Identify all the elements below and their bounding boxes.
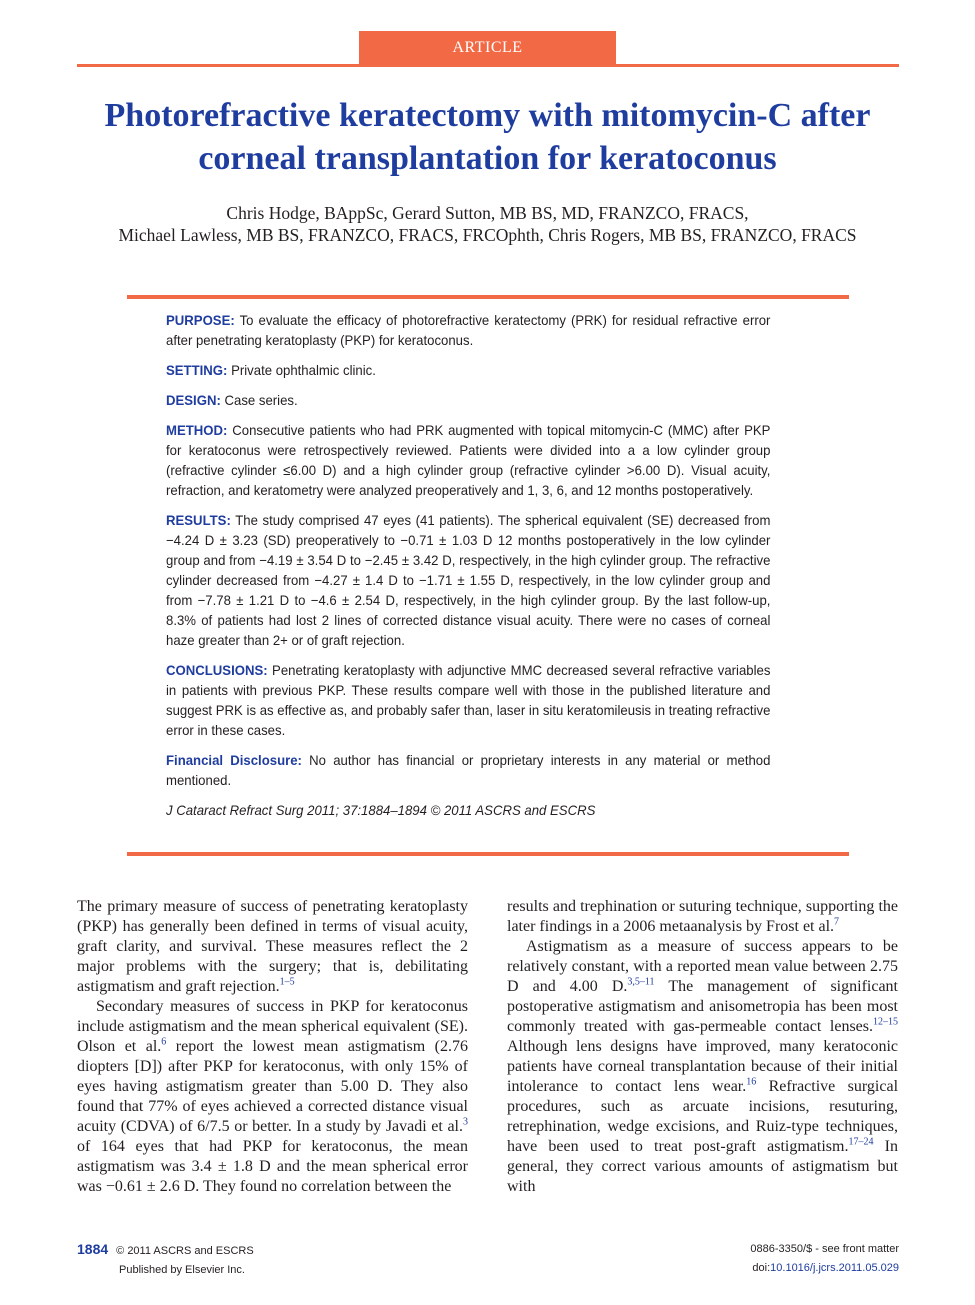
abstract-method [166,420,770,500]
body-text: In general, they correct various amounts of astigmatism but with [507,1138,898,1195]
footer-publisher: Published by Elsevier Inc. [119,1264,245,1276]
abstract-setting [166,360,770,380]
body-column-right [507,897,898,1197]
journal-citation: J Cataract Refract Surg 2011; 37:1884–1894 © 2011 ASCRS and ESCRS [166,802,596,818]
reference-link[interactable]: 7 [834,916,840,928]
purpose-text: To evaluate the efficacy of photorefractive keratectomy (PRK) for residual refractive error after penetrating keratoplasty (PKP) for keratoconus. [166,312,771,348]
reference-link[interactable]: 16 [746,1076,757,1088]
abstract-design [166,390,770,410]
body-paragraph [507,937,898,1197]
doi-link[interactable]: 10.1016/j.jcrs.2011.05.029 [770,1262,899,1274]
author-list [60,202,915,246]
footer-left [77,1240,254,1280]
results-text: The study comprised 47 eyes (41 patients). The spherical equivalent (SE) decreased from −4.24 D ± 3.23 (SD) preoperatively to −0.71 ± 1.03 D 12 months postoperatively in the low cylinder group and from −4.19 ± 3.54 D to −2.45 ± 3.42 D, respectively, in the high cylinder group. The refractive cylinder decreased from −4.27 ± 1.4 D to −1.71 ± 1.55 D, respectively, in the low cylinder group and from −7.78 ± 1.21 D to −4.6 ± 2.54 D, respectively, in the high cylinder group. By the last follow-up, 8.3% of patients had lost 2 lines of corrected distance visual acuity. There were no cases of corneal haze greater than 2+ or of graft rejection. [166,512,771,648]
reference-link[interactable]: 6 [161,1036,167,1048]
method-text: Consecutive patients who had PRK augmented with topical mitomycin-C (MMC) after PKP for keratoconus were retrospectively reviewed. Patients were divided into a a low cylinder group (refractive cylinder ≤6.00 D) and a high cylinder group (refractive cylinder >6.00 D). Visual acuity, refraction, and keratometry were analyzed preoperatively and 1, 3, 6, and 12 months postoperatively. [166,422,771,498]
setting-label: SETTING: [166,362,228,378]
method-label: METHOD: [166,422,228,438]
body-text: The management of significant postoperative astigmatism and anisometropia has been most commonly treated with gas-permeable contact lenses. [507,978,898,1035]
page-number: 1884 [77,1241,109,1257]
setting-text: Private ophthalmic clinic. [231,362,376,378]
disclosure-text: No author has financial or proprietary interests in any material or method mentioned. [166,752,771,788]
conclusions-label: CONCLUSIONS: [166,662,268,678]
abstract-top-rule [127,295,849,299]
body-paragraph [77,897,468,997]
author-line-1: Chris Hodge, BAppSc, Gerard Sutton, MB BS, MD, FRANZCO, FRACS, [226,203,749,223]
footer-right [750,1240,899,1278]
article-title: Photorefractive keratectomy with mitomycin-C after corneal transplantation for keratoconus [104,97,871,177]
doi-prefix: doi: [752,1262,771,1274]
body-column-left [77,897,468,1197]
abstract [166,310,770,830]
design-text: Case series. [224,392,298,408]
abstract-conclusions [166,660,770,740]
purpose-label: PURPOSE: [166,312,235,328]
abstract-disclosure [166,750,770,790]
disclosure-label: Financial Disclosure: [166,752,302,768]
abstract-results [166,510,770,650]
body-text: results and trephination or suturing technique, supporting the later findings in a 2006 metaanalysis by Frost et al. [507,898,898,935]
body-text: Secondary measures of success in PKP for keratoconus include astigmatism and the mean spherical equivalent (SE). Olson et al. [77,998,468,1055]
abstract-purpose [166,310,770,350]
header-rule [77,64,899,67]
reference-link[interactable]: 12–15 [873,1016,898,1028]
body-text: Refractive surgical procedures, such as arcuate incisions, resuturing, retrephination, wedge excisions, and Ruiz-type techniques, have been used to treat post-graft astigmatism. [507,1078,899,1155]
body-paragraph [77,997,468,1197]
reference-link[interactable]: 17–24 [848,1136,874,1148]
body-text: Astigmatism as a measure of success appears to be relatively constant, with a reported mean value between 2.75 D and 4.00 D. [507,938,898,995]
body-paragraph [507,897,898,937]
design-label: DESIGN: [166,392,221,408]
section-tag: ARTICLE [359,31,616,64]
abstract-bottom-rule [127,852,849,856]
conclusions-text: Penetrating keratoplasty with adjunctive MMC decreased several refractive variables in patients with previous PKP. These results compare well with those in the published literature and suggest PRK is as effective as, and probably safer than, laser in situ keratomileusis in treating refractive error in these cases. [166,662,771,738]
footer-issn: 0886-3350/$ - see front matter [750,1243,899,1255]
footer-doi [750,1259,899,1278]
body-text: of 164 eyes that had PKP for keratoconus, the mean astigmatism was 3.4 ± 1.8 D and the mean spherical error was −0.61 ± 2.6 D. They found no correlation between the [77,1138,468,1195]
body-text: The primary measure of success of penetrating keratoplasty (PKP) has generally been defined in terms of visual acuity, graft clarity, and survival. These measures reflect the 2 major problems with the surgery; that is, debilitating astigmatism and graft rejection. [77,898,468,995]
author-line-2: Michael Lawless, MB BS, FRANZCO, FRACS, FRCOphth, Chris Rogers, MB BS, FRANZCO, FRACS [118,225,857,245]
reference-link[interactable]: 3,5–11 [627,976,655,988]
body-text: Although lens designs have improved, many keratoconic patients have corneal transplantation because of their initial intolerance to contact lens wear. [507,1038,898,1095]
reference-link[interactable]: 1–5 [279,976,295,988]
body-text: report the lowest mean astigmatism (2.76 diopters [D]) after PKP for keratoconus, with only 15% of eyes having astigmatism greater than 5.00 D. They also found that 77% of eyes achieved a corrected distance visual acuity (CDVA) of 6/7.5 or better. In a study by Javadi et al. [77,1038,468,1135]
results-label: RESULTS: [166,512,231,528]
footer-copyright: © 2011 ASCRS and ESCRS [116,1245,254,1257]
reference-link[interactable]: 3 [463,1116,468,1128]
